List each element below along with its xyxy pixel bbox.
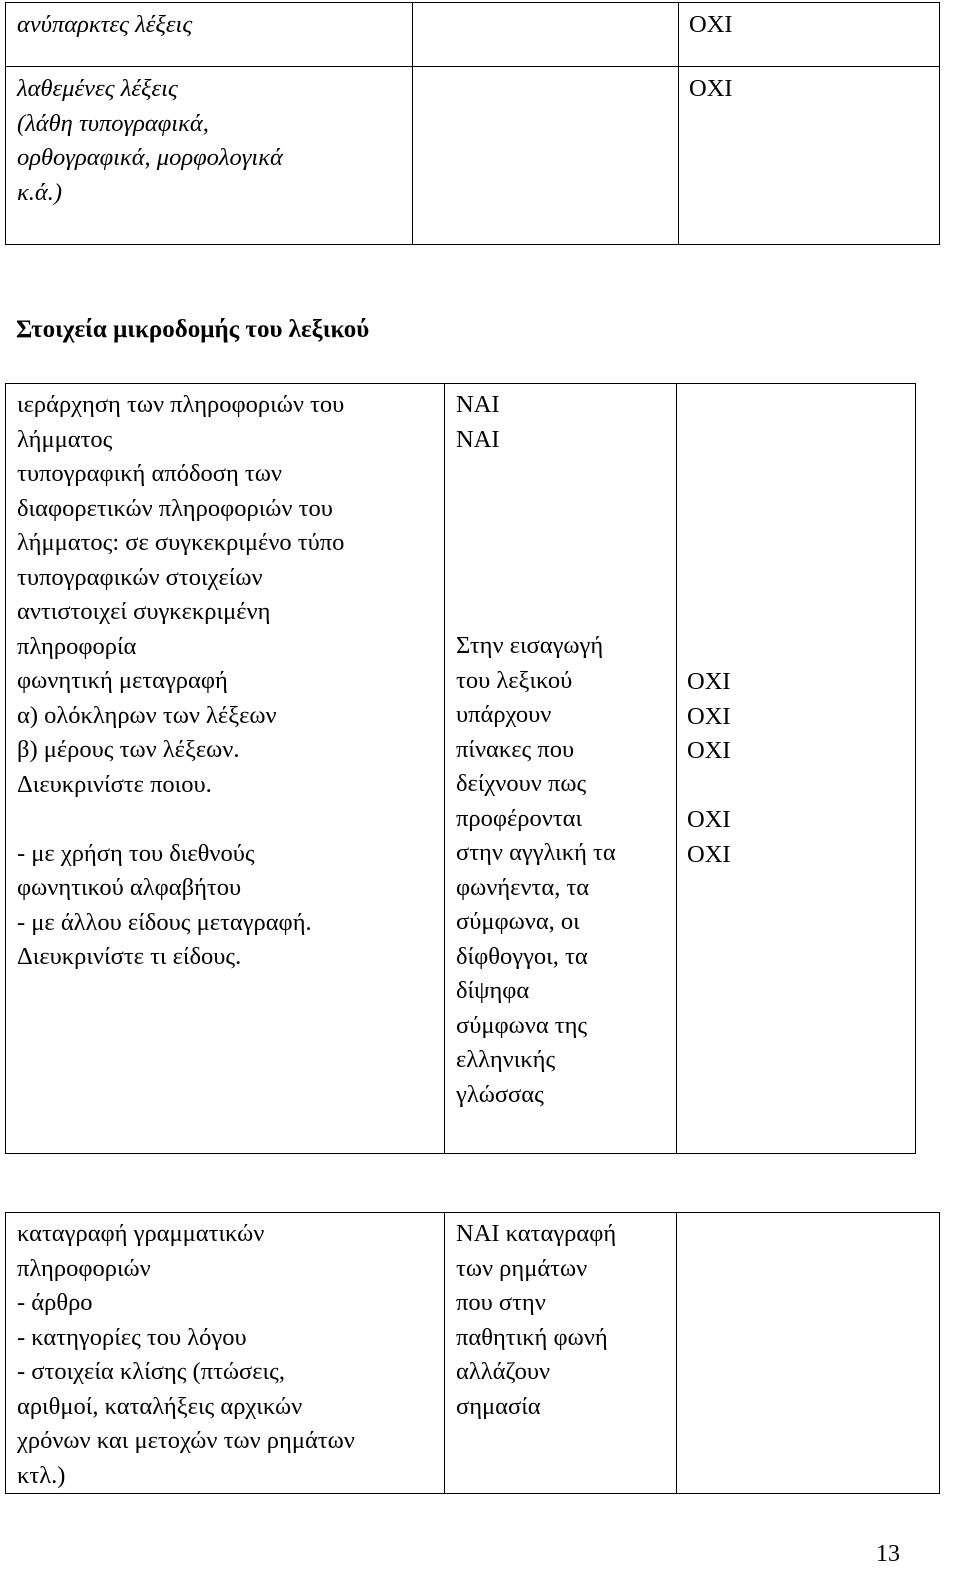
- answer-phonetic: Στην εισαγωγή του λεξικού υπάρχουν πίνακες που δείχνουν πως προφέρονται στην αγγλική τα φωνήεντα, τα σύμφωνα, οι δίφθογγοι, τα δίψηφα σύμφωνα της ελληνικής γλώσσας: [456, 632, 616, 1108]
- criterion-phonetic: φωνητική μεταγραφή α) ολόκληρων των λέξεων β) μέρους των λέξεων. Διευκρινίστε ποιου.: [17, 667, 277, 798]
- answer-value: ΟΧΙ: [689, 75, 733, 102]
- table-row: [6, 1213, 940, 1494]
- table-cell-answer: [679, 3, 940, 67]
- table-cell-answer: [679, 67, 940, 245]
- table-microstructure: [5, 383, 916, 1154]
- answer-typography: ΝΑΙ: [456, 425, 500, 453]
- criterion-hierarchy: ιεράρχηση των πληροφοριών του λήμματος: [17, 391, 345, 453]
- answer-hierarchy: ΝΑΙ: [456, 391, 500, 418]
- table-cell-empty: [413, 3, 679, 67]
- table-cell-values: [677, 384, 916, 1154]
- table-cell-answer: [445, 1213, 677, 1494]
- criterion-label: ανύπαρκτες λέξεις: [17, 11, 193, 38]
- criterion-phonetic-method: - με χρήση του διεθνούς φωνητικού αλφαβήτου - με άλλου είδους μεταγραφή. Διευκρινίστε τι είδους.: [17, 839, 312, 970]
- answer-value: ΟΧΙ: [689, 11, 733, 38]
- table-cell-criteria: [6, 384, 445, 1154]
- table-row: [6, 3, 940, 67]
- table-lexicon-errors: [5, 2, 940, 245]
- criterion-label: λαθεμένες λέξεις (λάθη τυπογραφικά, ορθογραφικά, μορφολογικά κ.ά.): [17, 75, 283, 206]
- criterion-typography: τυπογραφική απόδοση των διαφορετικών πληροφοριών του λήμματος: σε συγκεκριμένο τύπο τυπογραφικών στοιχείων αντιστοιχεί συγκεκριμένη πληροφορία: [17, 460, 345, 660]
- values-phonetic: ΟΧΙ ΟΧΙ ΟΧΙ: [687, 668, 731, 764]
- table-row: [6, 67, 940, 245]
- table-cell-answers: [445, 384, 677, 1154]
- values-phonetic-method: ΟΧΙ ΟΧΙ: [687, 806, 731, 868]
- table-grammar: [5, 1212, 940, 1494]
- table-cell-criterion: [6, 3, 413, 67]
- table-cell-criterion: [6, 1213, 445, 1494]
- page-number: 13: [876, 1541, 900, 1567]
- table-row: [6, 384, 916, 1154]
- table-cell-criterion: [6, 67, 413, 245]
- table-cell-empty: [413, 67, 679, 245]
- section-title: Στοιχεία μικροδομής του λεξικού: [16, 316, 370, 343]
- answer-grammar: ΝΑΙ καταγραφή των ρημάτων που στην παθητική φωνή αλλάζουν σημασία: [456, 1220, 617, 1420]
- table-cell-empty: [677, 1213, 940, 1494]
- criterion-grammar: καταγραφή γραμματικών πληροφοριών - άρθρο - κατηγορίες του λόγου - στοιχεία κλίσης (πτώσεις, αριθμοί, καταλήξεις αρχικών χρόνων και μετοχών των ρημάτων κτλ.): [17, 1220, 355, 1489]
